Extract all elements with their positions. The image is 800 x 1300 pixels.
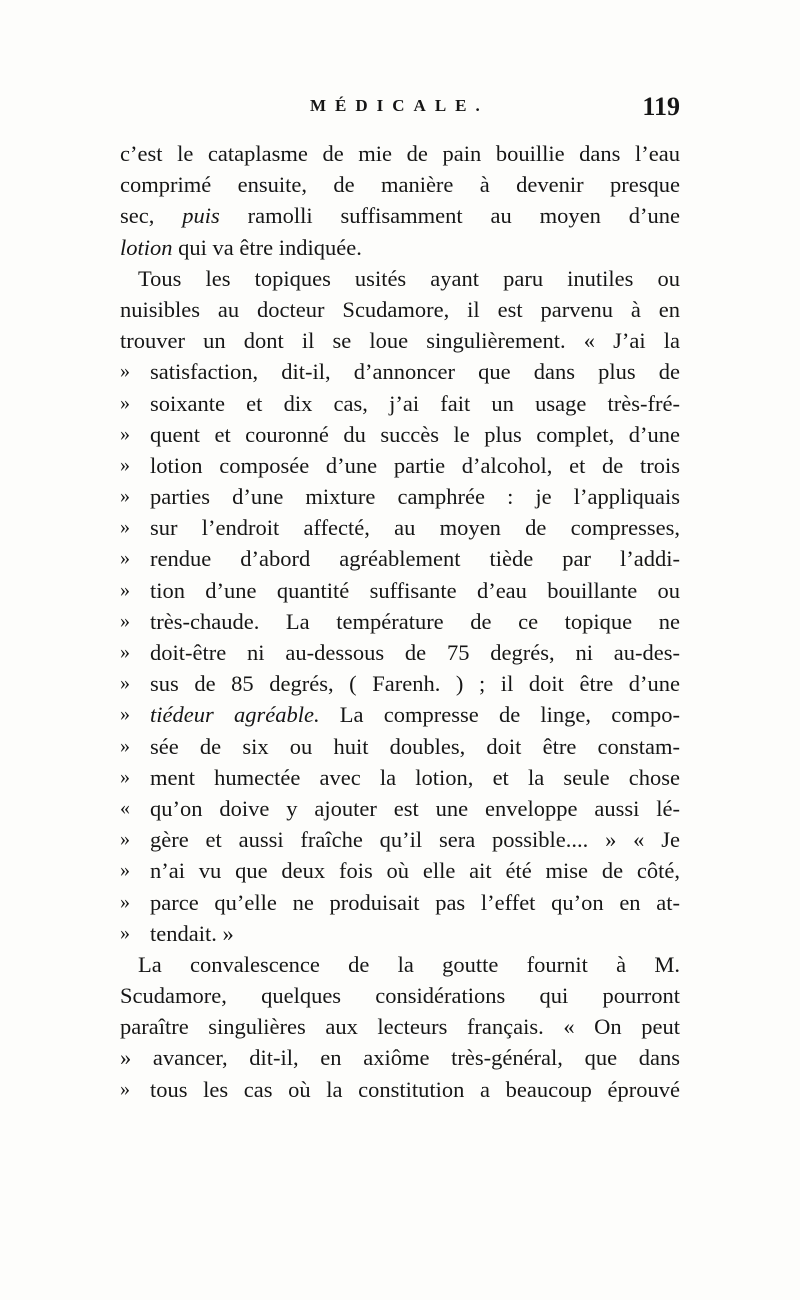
quote-mark: » [120,547,130,570]
quote-mark: » [120,828,130,851]
paragraph-start-line: Tous les topiques usités ayant paru inutiles ou [138,265,680,291]
quoted-line: » gère et aussi fraîche qu’il sera possible.... » « Je [120,824,680,855]
quoted-line: » ment humectée avec la lotion, et la seule chose [120,762,680,793]
quote-mark: » [120,422,130,445]
quote-mark: « [120,796,130,819]
quoted-line: » sus de 85 degrés, ( Farenh. ) ; il doit être d’une [120,668,680,699]
text-line: paraître singulières aux lecteurs français. « On peut [120,1014,680,1040]
quoted-line: » tion d’une quantité suffisante d’eau bouillante ou [120,575,680,606]
quote-mark: » [120,1077,130,1100]
quote-mark: » [120,485,130,508]
text-line: sec, puis ramolli suffisamment au moyen d’une [120,203,680,229]
body-text [120,138,680,1105]
quote-mark: » [120,453,130,476]
quote-mark: » [120,890,130,913]
text-line: trouver un dont il se loue singulièrement. « J’ai la [120,328,680,354]
quote-mark: » [120,609,130,632]
quoted-line: » tiédeur agréable. La compresse de linge, compo- [120,699,680,730]
paragraph-start-line: La convalescence de la goutte fournit à M. [138,951,680,977]
quote-mark: » [120,672,130,695]
quote-mark: » [120,734,130,757]
quoted-line: » sur l’endroit affecté, au moyen de compresses, [120,512,680,543]
quote-mark: » [120,641,130,663]
text-line: nuisibles au docteur Scudamore, il est parvenu à en [120,296,680,322]
quote-mark: » [120,391,130,414]
quoted-line: » quent et couronné du succès le plus complet, d’une [120,419,680,450]
quoted-line: » lotion composée d’une partie d’alcohol, et de trois [120,450,680,481]
quoted-line: » soixante et dix cas, j’ai fait un usage très-fré- [120,388,680,419]
text-line: comprimé ensuite, de manière à devenir presque [120,172,680,198]
text-line: c’est le cataplasme de mie de pain bouillie dans l’eau [120,141,680,166]
running-title: MÉDICALE. [310,96,489,115]
quoted-line: » parties d’une mixture camphrée : je l’appliquais [120,481,680,512]
text-line: lotion qui va être indiquée. [120,234,362,260]
quoted-line: » tendait. » [120,918,680,949]
quoted-line: » rendue d’abord agréablement tiède par l’addi- [120,543,680,574]
text-line: » avancer, dit-il, en axiôme très-général, que dans [120,1045,680,1071]
quoted-line: » très-chaude. La température de ce topique ne [120,606,680,637]
quote-mark: » [120,859,130,882]
quoted-line: » doit-être ni au-dessous de 75 degrés, ni au-des- [120,637,680,668]
quote-mark: » [120,578,130,601]
quoted-line: » sée de six ou huit doubles, doit être constam- [120,731,680,762]
quote-mark: » [120,703,130,726]
quote-mark: » [120,516,130,539]
quoted-line: » tous les cas où la constitution a beaucoup éprouvé [120,1074,680,1105]
quoted-line: « qu’on doive y ajouter est une enveloppe aussi lé- [120,793,680,824]
running-head [120,92,680,128]
page-number: 119 [642,92,680,121]
quote-mark: » [120,360,130,383]
quoted-line: » parce qu’elle ne produisait pas l’effet qu’on en at- [120,887,680,918]
quote-mark: » [120,921,130,944]
quoted-line: » n’ai vu que deux fois où elle ait été mise de côté, [120,855,680,886]
quoted-line: » satisfaction, dit-il, d’annoncer que dans plus de [120,356,680,387]
quote-mark: » [120,765,130,788]
text-line: Scudamore, quelques considérations qui pourront [120,983,680,1009]
